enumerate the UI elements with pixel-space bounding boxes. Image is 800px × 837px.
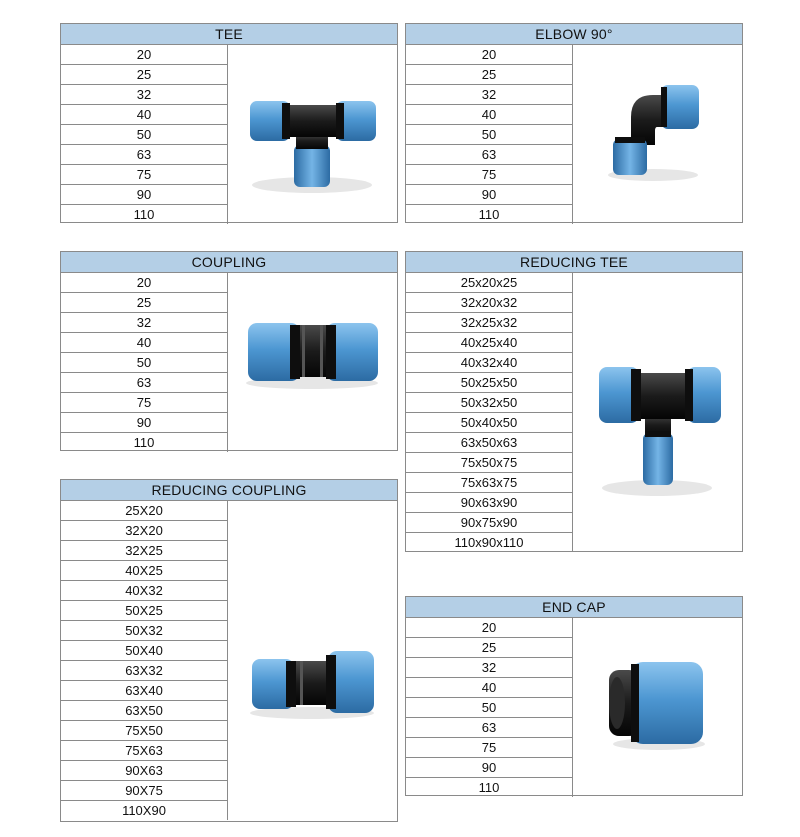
size-cell: 110 xyxy=(133,435,155,450)
size-cell: 110 xyxy=(478,780,500,795)
reducing-coupling-fitting-icon xyxy=(228,501,397,821)
size-cell: 110 xyxy=(133,207,155,222)
tee-table xyxy=(60,23,398,223)
coupling-size-list xyxy=(61,273,228,452)
size-cell: 40 xyxy=(406,678,572,698)
elbow-size-list xyxy=(406,45,573,224)
size-cell: 63X32 xyxy=(61,661,227,681)
reducing-tee-title: REDUCING TEE xyxy=(406,252,742,273)
size-cell: 90 xyxy=(406,185,572,205)
end-cap-fitting-icon xyxy=(573,618,742,796)
size-cell: 50x25x50 xyxy=(406,373,572,393)
size-cell: 90X63 xyxy=(61,761,227,781)
size-cell: 75x63x75 xyxy=(406,473,572,493)
elbow-table xyxy=(405,23,743,223)
size-cell: 75 xyxy=(61,165,227,185)
size-cell: 40 xyxy=(406,105,572,125)
size-cell: 75X50 xyxy=(61,721,227,741)
size-cell: 25X20 xyxy=(61,501,227,521)
size-cell: 75 xyxy=(61,393,227,413)
coupling-fitting-icon xyxy=(228,273,397,451)
size-cell: 50X40 xyxy=(61,641,227,661)
reducing-coupling-table xyxy=(60,479,398,822)
elbow-title: ELBOW 90° xyxy=(406,24,742,45)
size-cell: 50 xyxy=(61,125,227,145)
size-cell: 75x50x75 xyxy=(406,453,572,473)
size-cell: 75 xyxy=(406,165,572,185)
coupling-table xyxy=(60,251,398,451)
size-cell: 32X20 xyxy=(61,521,227,541)
size-cell: 110X90 xyxy=(122,803,166,818)
size-cell: 40X25 xyxy=(61,561,227,581)
size-cell: 40 xyxy=(61,333,227,353)
size-cell: 32 xyxy=(61,313,227,333)
size-cell: 40X32 xyxy=(61,581,227,601)
size-cell: 50X32 xyxy=(61,621,227,641)
size-cell: 110 xyxy=(478,207,500,222)
size-cell: 32 xyxy=(406,85,572,105)
size-cell: 110x90x110 xyxy=(454,535,524,550)
size-cell: 90X75 xyxy=(61,781,227,801)
size-cell: 50 xyxy=(406,698,572,718)
size-cell: 32x20x32 xyxy=(406,293,572,313)
end-cap-title: END CAP xyxy=(406,597,742,618)
size-cell: 40x25x40 xyxy=(406,333,572,353)
size-cell: 90 xyxy=(61,185,227,205)
size-cell: 50x32x50 xyxy=(406,393,572,413)
reducing-tee-table xyxy=(405,251,743,552)
tee-size-list xyxy=(61,45,228,224)
size-cell: 20 xyxy=(406,45,572,65)
size-cell: 32x25x32 xyxy=(406,313,572,333)
size-cell: 25x20x25 xyxy=(406,273,572,293)
size-cell: 32 xyxy=(61,85,227,105)
size-cell: 63x50x63 xyxy=(406,433,572,453)
size-cell: 63X50 xyxy=(61,701,227,721)
size-cell: 90 xyxy=(406,758,572,778)
size-cell: 63X40 xyxy=(61,681,227,701)
reducing-tee-fitting-icon xyxy=(573,273,742,553)
reducing-coupling-size-list xyxy=(61,501,228,820)
size-cell: 50x40x50 xyxy=(406,413,572,433)
size-cell: 20 xyxy=(61,273,227,293)
size-cell: 20 xyxy=(406,618,572,638)
size-cell: 50X25 xyxy=(61,601,227,621)
size-cell: 25 xyxy=(61,293,227,313)
size-cell: 40 xyxy=(61,105,227,125)
size-cell: 32 xyxy=(406,658,572,678)
coupling-title: COUPLING xyxy=(61,252,397,273)
size-cell: 63 xyxy=(61,145,227,165)
size-cell: 40x32x40 xyxy=(406,353,572,373)
size-cell: 50 xyxy=(406,125,572,145)
tee-fitting-icon xyxy=(228,45,397,223)
end-cap-table xyxy=(405,596,743,796)
reducing-tee-size-list xyxy=(406,273,573,552)
tee-title: TEE xyxy=(61,24,397,45)
size-cell: 50 xyxy=(61,353,227,373)
size-cell: 63 xyxy=(406,718,572,738)
size-cell: 63 xyxy=(406,145,572,165)
size-cell: 75X63 xyxy=(61,741,227,761)
reducing-coupling-title: REDUCING COUPLING xyxy=(61,480,397,501)
size-cell: 90 xyxy=(61,413,227,433)
size-cell: 25 xyxy=(406,65,572,85)
size-cell: 90x63x90 xyxy=(406,493,572,513)
end-cap-size-list xyxy=(406,618,573,797)
size-cell: 32X25 xyxy=(61,541,227,561)
size-cell: 20 xyxy=(61,45,227,65)
size-cell: 25 xyxy=(406,638,572,658)
size-cell: 90x75x90 xyxy=(406,513,572,533)
size-cell: 75 xyxy=(406,738,572,758)
size-cell: 63 xyxy=(61,373,227,393)
size-cell: 25 xyxy=(61,65,227,85)
elbow-fitting-icon xyxy=(573,45,742,223)
